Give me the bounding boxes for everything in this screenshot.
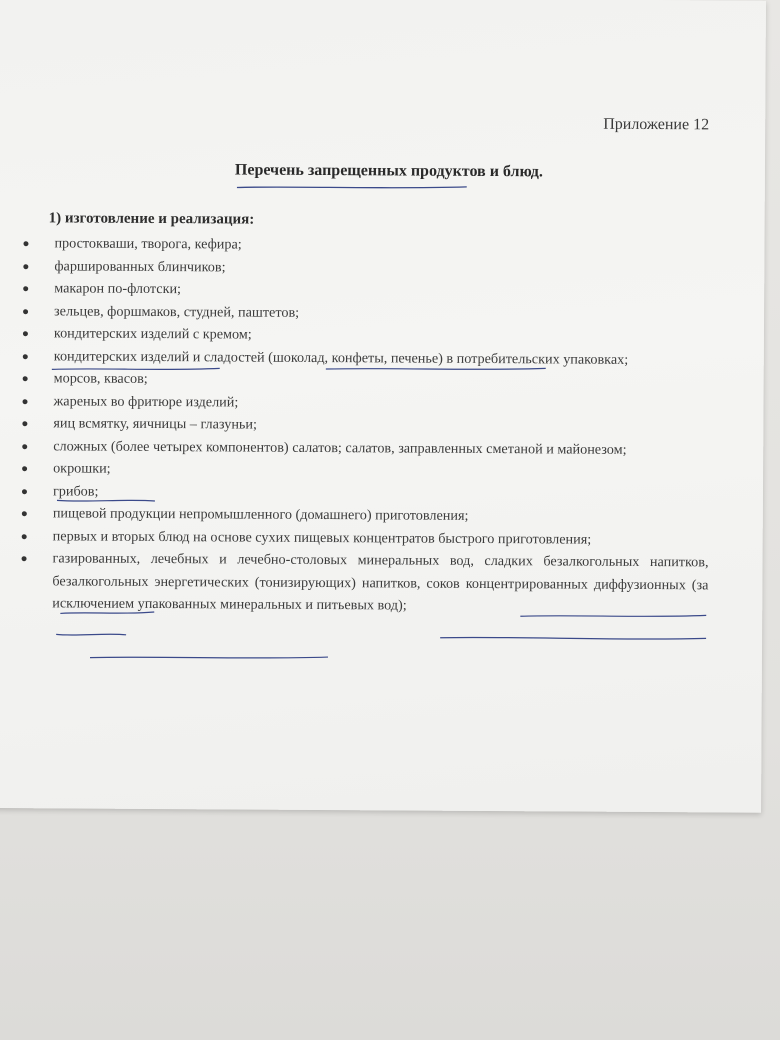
bullet-icon [22, 489, 27, 494]
list-item: зельцев, форшмаков, студней, паштетов; [20, 300, 710, 327]
bullet-icon [23, 241, 28, 246]
bullet-icon [22, 444, 27, 449]
list-item: первых и вторых блюд на основе сухих пищевых концентратов быстрого приготовления; [19, 525, 709, 552]
list-item: макарон по-флотски; [20, 277, 710, 304]
list-item: яиц всмятку, яичницы – глазуньи; [19, 412, 709, 439]
list-item: окрошки; [19, 457, 709, 484]
pen-underline-concentrated [90, 653, 330, 662]
section-heading: 1) изготовление и реализация: [48, 210, 255, 228]
bullet-icon [23, 399, 28, 404]
list-item: морсов, квасов; [20, 367, 710, 394]
bullet-icon [23, 331, 28, 336]
list-item: сложных (более четырех компонентов) салатов; салатов, заправленных сметаной и майонезом; [19, 435, 709, 462]
pen-underline-drinks [56, 630, 128, 638]
prohibited-items-list [18, 232, 710, 619]
list-item: фаршированных блинчиков; [20, 255, 710, 282]
bullet-icon [22, 556, 27, 561]
document-title: Перечень запрещенных продуктов и блюд. [234, 161, 543, 181]
bullet-icon [22, 511, 27, 516]
pen-underline-energy [440, 633, 708, 645]
list-item: пищевой продукции непромышленного (домашнего) приготовления; [19, 502, 709, 529]
bullet-icon [23, 286, 28, 291]
bullet-icon [23, 309, 28, 314]
bullet-icon [22, 421, 27, 426]
list-item: грибов; [19, 480, 709, 507]
list-item: газированных, лечебных и лечебно-столовых минеральных вод, сладких безалкогольных напитков, безалкогольных энергетических (тонизирующих) напитков, соков концентрированных диффузионных (за исключением упакованных минеральных и питьевых вод); [18, 547, 708, 619]
bullet-icon [23, 354, 28, 359]
list-item: кондитерских изделий и сладостей (шоколад, конфеты, печенье) в потребительских упаковках; [20, 345, 710, 372]
list-item: кондитерских изделий с кремом; [20, 322, 710, 349]
list-item: жареных во фритюре изделий; [19, 390, 709, 417]
title-handwritten-underline [237, 183, 467, 190]
list-item: простокваши, творога, кефира; [20, 232, 710, 259]
appendix-label: Приложение 12 [603, 115, 710, 134]
bullet-icon [22, 534, 27, 539]
bullet-icon [23, 376, 28, 381]
bullet-icon [22, 466, 27, 471]
bullet-icon [23, 264, 28, 269]
